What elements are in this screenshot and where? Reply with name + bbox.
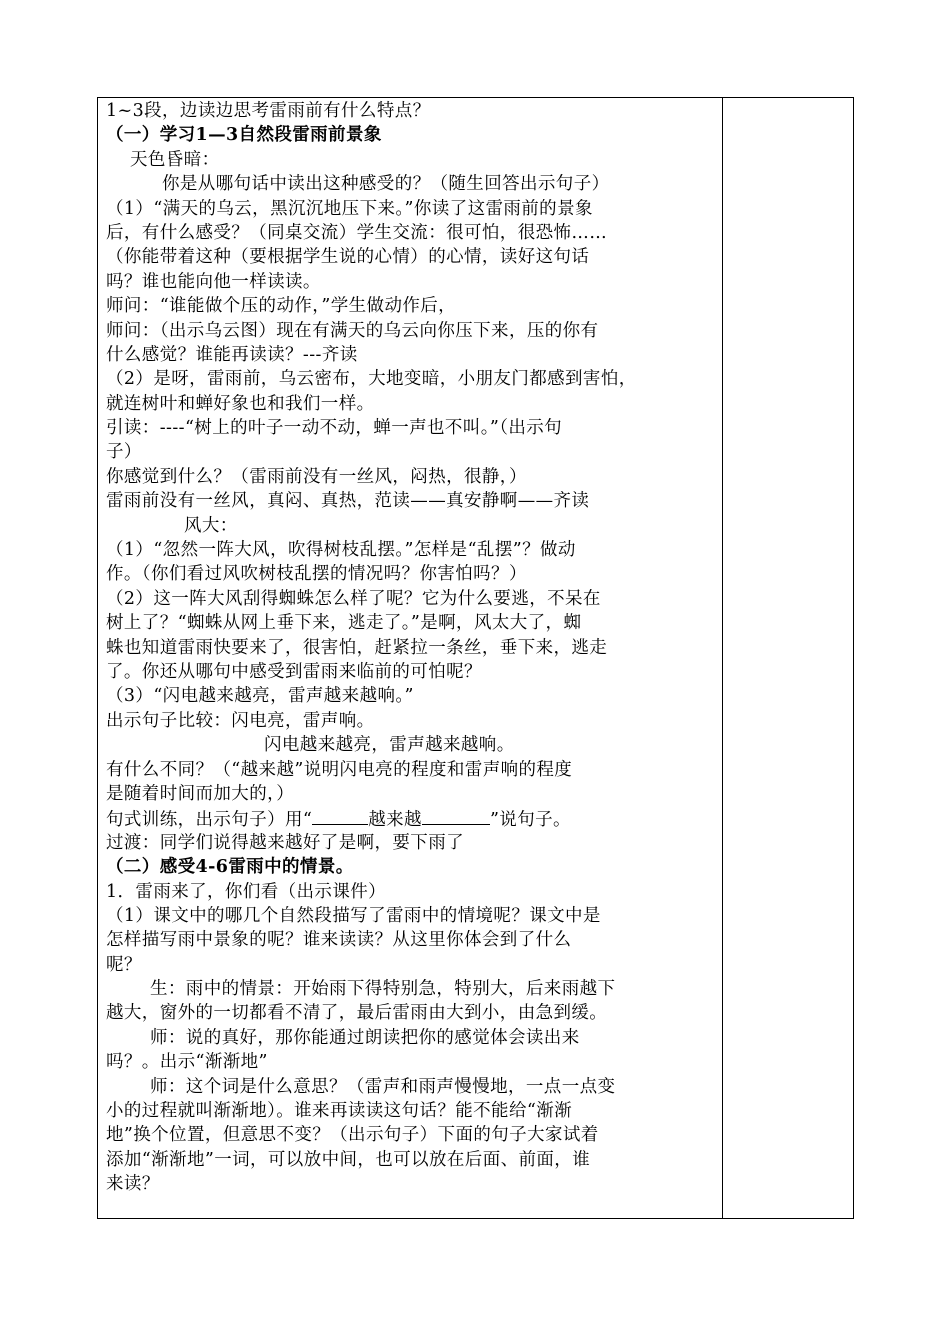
text-line: 怎样描写雨中景象的呢？谁来读读？从这里你体会到了什么 <box>106 930 572 951</box>
text-line: 就连树叶和蝉好象也和我们一样。 <box>106 393 375 414</box>
fill-blank <box>422 806 490 825</box>
fill-blank <box>312 806 368 825</box>
text-line: 风大： <box>184 515 238 536</box>
text-line: 来读？ <box>106 1174 160 1195</box>
fill-line-before: 句式训练，出示句子）用“ <box>106 810 313 831</box>
fill-line-middle: 越来越 <box>368 810 422 831</box>
text-line: 雷雨前没有一丝风，真闷、真热，范读——真安静啊——齐读 <box>106 491 590 512</box>
sentence-fill-line <box>106 806 716 830</box>
text-line: 你是从哪句话中读出这种感受的？（随生回答出示句子） <box>162 174 610 195</box>
text-line: 蛛也知道雷雨快要来了，很害怕，赶紧拉一条丝，垂下来，逃走 <box>106 637 608 658</box>
text-line: （1）“满天的乌云，黑沉沉地压下来。”你读了这雷雨前的景象 <box>106 198 593 219</box>
text-line: （1）“忽然一阵大风，吹得树枝乱摆。”怎样是“乱摆”？做动 <box>106 540 576 561</box>
text-line: 子） <box>106 442 142 463</box>
text-line: 师问：（出示乌云图）现在有满天的乌云向你压下来，压的你有 <box>106 320 599 341</box>
text-line: 师：这个词是什么意思？（雷声和雨声慢慢地，一点一点变 <box>150 1076 616 1097</box>
text-line: 师问：“谁能做个压的动作，”学生做动作后， <box>106 296 457 317</box>
text-line: 越大，窗外的一切都看不清了，最后雷雨由大到小，由急到缓。 <box>106 1003 608 1024</box>
section-heading: （一）学习1—3自然段雷雨前景象 <box>106 125 382 146</box>
text-line: 引读：----“树上的叶子一动不动，蝉一声也不叫。”（出示句 <box>106 418 563 439</box>
text-line: 是随着时间而加大的，） <box>106 783 295 804</box>
text-line: 后，有什么感受？（同桌交流）学生交流：很可怕，很恐怖…… <box>106 222 608 243</box>
text-line: 生：雨中的情景：开始雨下得特别急，特别大，后来雨越下 <box>150 979 616 1000</box>
text-line: 添加“渐渐地”一词，可以放中间，也可以放在后面、前面，谁 <box>106 1149 591 1170</box>
text-line: （2）这一阵大风刮得蜘蛛怎么样了呢？它为什么要逃，不呆在 <box>106 588 601 609</box>
text-line: 过渡：同学们说得越来越好了是啊，要下雨了 <box>106 832 464 853</box>
text-line: （3）“闪电越来越亮，雷声越来越响。” <box>106 686 414 707</box>
fill-line-after: ”说句子。 <box>489 810 571 831</box>
text-line: （你能带着这种（要根据学生说的心情）的心情，读好这句话 <box>106 247 590 268</box>
text-line: 有什么不同？（“越来越”说明闪电亮的程度和雷声响的程度 <box>106 759 573 780</box>
section-heading: （二）感受4-6雷雨中的情景。 <box>106 857 354 878</box>
text-line: 闪电越来越亮，雷声越来越响。 <box>264 735 515 756</box>
lesson-table <box>97 97 854 1219</box>
text-line: 天色昏暗： <box>130 149 220 170</box>
text-line: 树上了？“蜘蛛从网上垂下来，逃走了。”是啊，风太大了，蜘 <box>106 613 582 634</box>
text-line: （1）课文中的哪几个自然段描写了雷雨中的情境呢？课文中是 <box>106 905 601 926</box>
text-line: 什么感觉？谁能再读读？---齐读 <box>106 344 358 365</box>
text-line: 1．雷雨来了，你们看（出示课件） <box>106 881 387 902</box>
text-line: 师：说的真好，那你能通过朗读把你的感觉体会读出来 <box>150 1027 580 1048</box>
text-line: 吗？。出示“渐渐地” <box>106 1052 268 1073</box>
text-line: 小的过程就叫渐渐地）。谁来再读读这句话？能不能给“渐渐 <box>106 1101 572 1122</box>
text-line: 出示句子比较：闪电亮，雷声响。 <box>106 710 375 731</box>
text-line: 吗？谁也能向他一样读读。 <box>106 271 321 292</box>
text-line: （2）是呀，雷雨前，乌云密布，大地变暗，小朋友门都感到害怕， <box>106 369 637 390</box>
text-line: 呢？ <box>106 954 142 975</box>
text-line: 1~3段，边读边思考雷雨前有什么特点？ <box>106 101 431 121</box>
text-line: 你感觉到什么？（雷雨前没有一丝风，闷热，很静，） <box>106 466 527 487</box>
lesson-content-cell <box>106 99 716 1197</box>
notes-cell <box>723 98 854 1218</box>
text-line: 作。（你们看过风吹树枝乱摆的情况吗？你害怕吗？） <box>106 564 527 585</box>
text-line: 了。你还从哪句中感受到雷雨来临前的可怕呢？ <box>106 661 482 682</box>
text-line: 地”换个位置，但意思不变？（出示句子）下面的句子大家试着 <box>106 1125 599 1146</box>
